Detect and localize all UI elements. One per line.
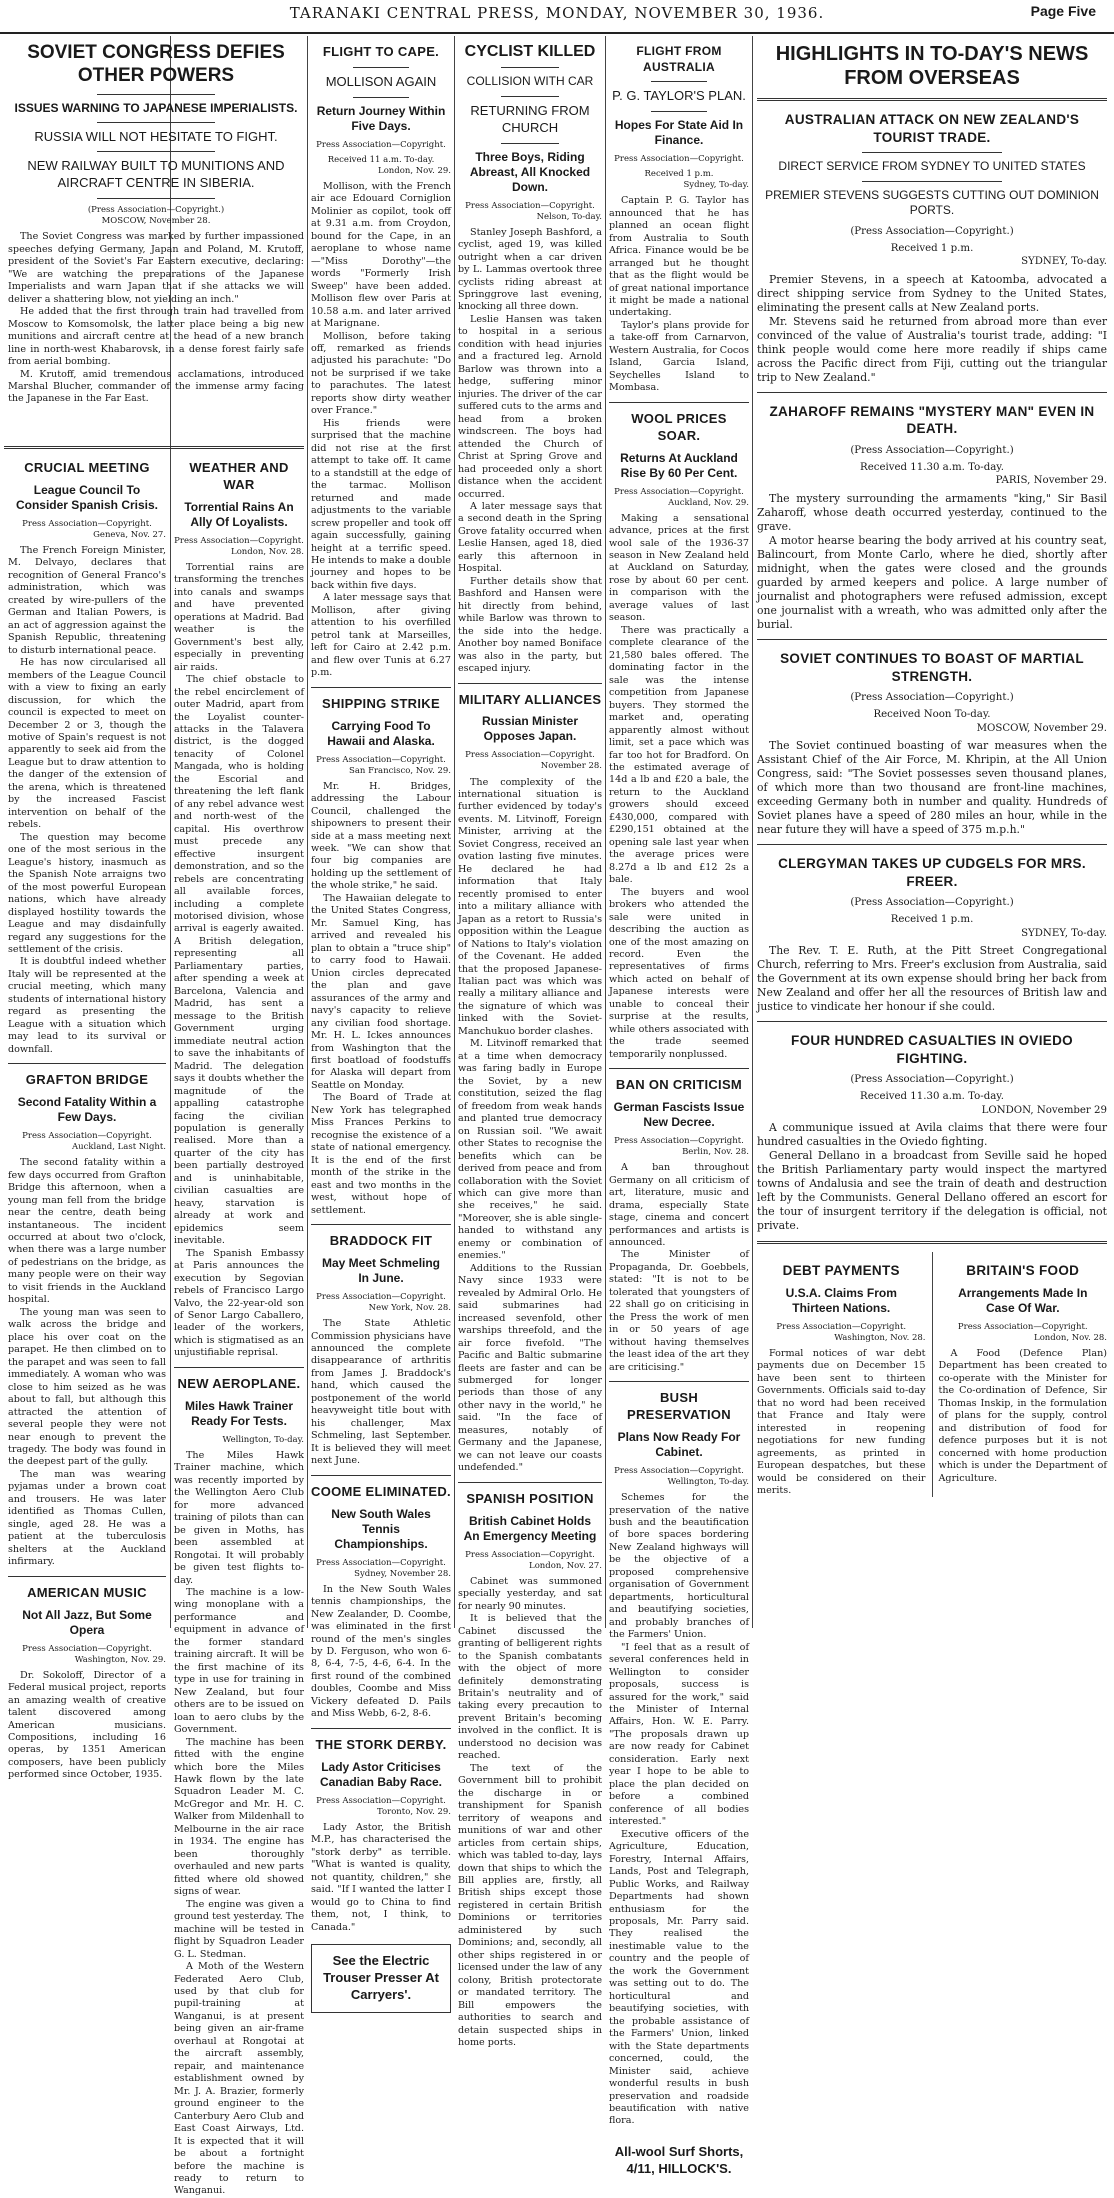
paragraph: Mr. Stevens said he returned from abroad more than ever convinced of the value of Australia's tourist trade, adding: "I think people would come here more readily if ships came across the Pacific direct from Fiji, cutting out the triangular trip to New Zealand." <box>757 314 1107 384</box>
byline: Press Association—Copyright. <box>22 1643 152 1654</box>
article-subhead: Lady Astor Criticises Canadian Baby Race. <box>319 1759 443 1789</box>
paragraph: Captain P. G. Taylor has announced that he has planned an ocean flight from Australia to South Africa. Finance would be be arranged but he thought that as the flight would be of great national importance it might be made a national undertaking. <box>609 195 749 319</box>
paragraph: M. Krutoff, amid tremendous acclamations, introduced Marshal Blucher, commander of the immense army facing the Japanese in the Far East. <box>8 368 304 405</box>
received-time: Received 11.30 a.m. To-day. <box>860 1091 1004 1103</box>
article-deck: COLLISION WITH CAR <box>466 74 594 89</box>
article-headline: BAN ON CRITICISM <box>615 1077 743 1093</box>
article-headline: FOUR HUNDRED CASUALTIES IN OVIEDO FIGHTING. <box>791 1033 1073 1066</box>
paragraph: Cabinet was summoned specially yesterday, and sat for nearly 90 minutes. <box>458 1575 602 1612</box>
article-headline: AMERICAN MUSIC <box>27 1584 147 1600</box>
dateline: Sydney, To-day. <box>683 180 749 191</box>
column-6-overseas <box>757 36 1107 1628</box>
page-number: Page Five <box>1030 3 1096 19</box>
paragraph: His friends were surprised that the machine did not rise at the first attempt to take off. It came to a standstill at the edge of the tarmac. Mollison returned and made adjustments to the variable screw propeller and took off again successfully, gaining height at a terrific speed. He intends to make a double journey and hopes to be back within five days. <box>311 417 451 591</box>
column-rule <box>454 36 455 1628</box>
paragraph: The Board of Trade at New York has telegraphed Miss Frances Perkins to recognise the existence of a state of national emergency. It is the end of the first month of the strike in the east and two months in the west, without hope of settlement. <box>311 1092 451 1216</box>
article-headline: CYCLIST KILLED <box>464 43 596 60</box>
paragraph: A motor hearse bearing the body arrived at his country seat, Balincourt, from Monte Carlo, where he died, shortly after midnight, when the gates were closed and the grounds guarded by armed keepers and police. A large number of journalist and photographers were refused admission, except one journalist with a wreath, who was admitted only after the burial. <box>757 533 1107 631</box>
paragraph: The second fatality within a few days occurred from Grafton Bridge this afternoon, when a young man fell from the bridge near the centre, death being instantaneous. The incident occurred at about two o'clock, when there was a large number of pedestrians on the bridge, as many people were on their way to visit friends in the Auckland hospital. <box>8 1157 166 1306</box>
byline: Press Association—Copyright. <box>614 154 744 165</box>
dateline: Washington, Nov. 28. <box>834 1332 926 1343</box>
dateline: PARIS, November 29. <box>995 475 1107 487</box>
dateline: Nelson, To-day. <box>536 211 602 222</box>
column-rule <box>605 36 606 1628</box>
article-headline: BRADDOCK FIT <box>329 1233 433 1249</box>
article-headline: FLIGHT FROM AUSTRALIA <box>636 44 722 74</box>
article-headline: SOVIET CONTINUES TO BOAST OF MARTIAL STRENGTH. <box>780 651 1084 684</box>
paragraph: It is believed that the Cabinet discussed the granting of belligerent rights to the Spanish combatants with the object of more definitely demonstrating Britain's neutrality and of taking every precaution to prevent Britain's becoming involved in the conflict. It is understood no decision was reached. <box>458 1613 602 1762</box>
lead-story-soviet <box>8 36 304 444</box>
article-headline: SHIPPING STRIKE <box>322 695 440 711</box>
article-body <box>8 1670 166 1782</box>
paragraph: It is doubtful indeed whether Italy will be represented at the crucial meeting, which many students of international history regard as presenting the League with a situation which may lead to its survival or downfall. <box>8 956 166 1055</box>
paragraph: There was practically a complete clearance of the 21,580 bales offered. The dominating factor in the sale was the intense competition from Japanese buyers. They stormed the market and, operating apparently almost without limit, set a pace which was far too hot for Bradford. On the estimated average of 14d a lb and £20 a bale, the return to the Auckland growers should exceed £430,000, compared with £290,151 obtained at the opening sale last year when the average prices were 8.27d a lb and £12 2s a bale. <box>609 624 749 886</box>
dateline: November 28. <box>540 761 602 772</box>
column-rule <box>307 36 308 1628</box>
column-4 <box>458 36 602 2049</box>
article-headline: NEW AEROPLANE. <box>177 1375 301 1391</box>
article-body <box>609 513 749 1062</box>
article-headline: WOOL PRICES SOAR. <box>631 410 727 443</box>
lead-deck: NEW RAILWAY BUILT TO MUNITIONS AND AIRCRAFT CENTRE IN SIBERIA. <box>27 158 285 191</box>
article-subhead: German Fascists Issue New Decree. <box>613 1100 745 1130</box>
paragraph: Formal notices of war debt payments due on December 15 have been sent to thirteen Governments. Officials said to-day that no word had been received that France and Italy were interested in reopening negotiations for new funding agreements, as printed in European despatches, but these would be considered on their merits. <box>757 1347 926 1496</box>
dateline: Berlin, Nov. 28. <box>682 1147 749 1158</box>
column-2 <box>174 452 304 2197</box>
column-5 <box>609 36 749 2176</box>
dateline: London, Nov. 29. <box>378 165 451 176</box>
byline: Press Association—Copyright. <box>776 1321 907 1332</box>
article-subhead: Russian Minister Opposes Japan. <box>481 714 579 744</box>
paragraph: The man was wearing pyjamas under a brown coat and trousers. He was later identified as Thomas Cullen, single, aged 28. He was a patient at the tuberculosis shelters at the Auckland infirmary. <box>8 1468 166 1568</box>
article-headline: BRITAIN'S FOOD <box>966 1263 1080 1279</box>
received-time: Received 1 p.m. <box>644 169 714 180</box>
article-body <box>609 1162 749 1374</box>
paragraph: A Moth of the Western Federated Aero Club, used by that club for pupil-training at Wanganui, is at present being given an air-frame overhaul at Rongotai at the aircraft assembly, repair, and maintenance establishment owned by Mr. J. A. Brazier, formerly ground engineer to the Canterbury Aero Club and East Coast Airways, Ltd. It is expected that it will be about a fortnight before the machine is ready to return to Wanganui. <box>174 1961 304 2197</box>
dateline: London, Nov. 27. <box>529 1560 602 1571</box>
paragraph: The Soviet continued boasting of war measures when the Assistant Chief of the Air Force, M. Khripin, at the All Union Congress, said: "The Soviet possesses seven thousand planes, of which more than two thousand are front-line machines, exceeding Germany both in number and quality. Hundreds of Soviet planes have a speed of 280 miles an hour, while in the near future they will have a speed of 375 m.p.h." <box>757 738 1107 837</box>
masthead-title: TARANAKI CENTRAL PRESS, MONDAY, NOVEMBER 30, 1936. <box>289 4 825 22</box>
paragraph: A later message says that Mollison, after giving attention to his overfilled petrol tank at Marseilles, left for Cairo at 2.42 p.m. and flew over Tunis at 6.27 p.m. <box>311 592 451 679</box>
paragraph: A later message says that a second death in the Spring Grove fatality occurred when Leslie Hansen, aged 18, died early this afternoon in Hospital. <box>458 500 602 575</box>
paragraph: Stanley Joseph Bashford, a cyclist, aged 19, was killed outright when a car driven by L. Lammas overtook three cyclists riding abreast at Springgrove last evening, knocking all three down. <box>458 226 602 313</box>
dateline: MOSCOW, November 28. <box>101 216 211 227</box>
paragraph: The question may become one of the most serious in the League's history, inasmuch as the Spanish Note arraigns two of the most powerful European nations, which have already displayed hostility towards the League and may disdainfully regard any suggestions for the settlement of the crisis. <box>8 831 166 955</box>
article-subhead: Arrangements Made In Case Of War. <box>958 1285 1088 1315</box>
paragraph: The engine was given a ground test yesterday. The machine will be tested in flight by Squadron Leader G. L. Stedman. <box>174 1898 304 1960</box>
byline: Press Association—Copyright. <box>465 750 595 761</box>
byline: Press Association—Copyright. <box>465 1549 595 1560</box>
article-subhead: League Council To Consider Spanish Crisis. <box>15 482 159 512</box>
paragraph: Mollison, with the French air ace Edouard Corniglion Molinier as copilot, took off at 9.31 a.m. from Croydon, bound for the Cape, in an aeroplane to whose name—"Miss Dorothy"—the words "Formerly Irish Sweep" have been added. Mollison flew over Paris at 10.58 a.m. and later arrived at Marignane. <box>311 180 451 330</box>
paragraph: General Dellano in a broadcast from Seville said he hoped the British Parliamentary party would inspect the martyred towns of Andalusia and see the train of death and destruction left by the Communists. General Dellano offered an escort for the tour of insurgent territory if the delegation is official, not private. <box>757 1149 1107 1233</box>
paragraph: A communique issued at Avila claims that there were four hundred casualties in the Oviedo fighting. <box>757 1120 1107 1148</box>
food-story <box>933 1252 1108 1497</box>
article-headline: CRUCIAL MEETING <box>24 460 150 475</box>
paragraph: Executive officers of the Agriculture, Education, Forestry, Internal Affairs, Lands, Post and Telegraph, Public Works, and Railway Departments had shown enthusiasm for the proposals, Mr. Parry said. They realised the inestimable value to the country and the people of the work the Government was setting out to do. The horticultural and beautifying societies, with the probable assistance of the Farmers' Union, linked with the State departments concerned, could, the Minister said, achieve wonderful results in bush preservation and roadside beautification with native flora. <box>609 1828 749 2127</box>
paragraph: In the New South Wales tennis championships, the New Zealander, D. Coombe, was eliminated in the first round of the men's singles by D. Ferguson, who won 6-8, 6-4, 7-5, 4-6, 6-4. In the first round of the combined doubles, Coombe and Miss Vickery defeated D. Pails and Miss Webb, 6-2, 8-6. <box>311 1583 451 1720</box>
paragraph: The complexity of the international situation is further evidenced by today's events. M. Litvinoff, Foreign Minister, arriving at the Soviet Congress, received an ovation lasting five minutes. He declared he had information that Italy recently promised to enter into a military alliance with Japan as a retort to Russia's opposition within the League of Nations to Italy's violation of the Covenant. He added that the proposed Japanese-Italian pact was which was really a military alliance and the signature of which was linked with the Soviet-Manchukuo border clashes. <box>458 776 602 1037</box>
byline: (Press Association—Copyright.) <box>87 205 225 216</box>
paragraph: He added that the first through train had travelled from Moscow to Komsomolsk, the latter place being a big new munitions and aircraft centre at the head of a new branch line in north-west Khabarovsk, in a dense forest fairly safe from aerial bombing. <box>8 306 304 368</box>
dateline: New York, Nov. 28. <box>368 1303 451 1313</box>
paragraph: Schemes for the preservation of the native bush and the beautification of bore spaces bordering New Zealand highways will be the objective of a proposed comprehensive organisation of Government departments, horticultural and beautifying societies, and probably branches of the Farmers' Union. <box>609 1492 749 1641</box>
dateline: Auckland, Nov. 29. <box>668 497 749 508</box>
article-body <box>8 1157 166 1568</box>
paragraph: Taylor's plans provide for a take-off from Carnarvon, Western Australia, for Cocos Island, Garcia Island, Seychelles Island to Mombasa. <box>609 319 749 394</box>
article-deck: MOLLISON AGAIN <box>325 73 437 89</box>
paragraph: The chief obstacle to the rebel encirclement of outer Madrid, apart from the Loyalist counter-attacks in the Talavera district, is the dogged tenacity of Colonel Mangada, who is holding the Escorial and threatening the left flank of any rebel advance west and north-west of the capital. His overthrow must precede any effective insurgent demonstration, and so the rebels are concentrating all available forces, including a complete motorised division, whose arrival is eagerly awaited. A British delegation, representing all Parliamentary parties, after spending a week at Barcelona, Valencia and Madrid, has sent a message to the British Government urging immediate neutral action to save the inhabitants of Madrid. The delegation says it doubts whether the magnitude of the appalling catastrophe facing the civilian population is generally realised. More than a quarter of the city has been partially destroyed and is uninhabitable, civilian casualties are heavy, starvation is already at work and epidemics seem inevitable. <box>174 674 304 1247</box>
article-subhead: Not All Jazz, But Some Opera <box>22 1607 152 1637</box>
byline: Press Association—Copyright. <box>22 518 152 529</box>
dateline: Geneva, Nov. 27. <box>93 529 166 540</box>
dateline: Wellington, To-day. <box>667 1477 749 1487</box>
paragraph: "I feel that as a result of several conferences held in Wellington to consider proposals, success is assured for the work," said the Minister of Internal Affairs, Hon. W. E. Parry. "The proposals drawn up are now ready for Cabinet consideration. Early next year I hope to be able to place the plan decided on before a combined conference of all bodies interested." <box>609 1641 749 1828</box>
paragraph: The French Foreign Minister, M. Delvayo, declares that recognition of General Franco's administration, which was created by wire-pullers of the German and Italian Powers, is an act of aggression against the Spanish Republic, threatening to disturb international peace. <box>8 544 166 656</box>
paragraph: He has now circularised all members of the League Council with a view to fixing an early discussion, for which the council is expected to meet on December 2 or 3, though the motive of Spain's request is not apparently to seek aid from the League but to draw attention to the danger of the extension of the arena, which is threatened by the increased Fascist intervention on behalf of the rebels. <box>8 657 166 831</box>
article-subhead: Returns At Auckland Rise By 60 Per Cent. <box>620 450 738 480</box>
received-time: Received 11 a.m. To-day. <box>327 154 435 165</box>
article-body <box>458 227 602 676</box>
article-subhead: May Meet Schmeling In June. <box>321 1255 441 1285</box>
byline: (Press Association—Copyright.) <box>850 444 1014 456</box>
dateline: Washington, Nov. 29. <box>74 1654 166 1665</box>
dateline: Auckland, Last Night. <box>71 1142 166 1153</box>
article-headline: AUSTRALIAN ATTACK ON NEW ZEALAND'S TOURIST TRADE. <box>784 112 1080 145</box>
article-body <box>8 545 166 1056</box>
column-3 <box>311 36 451 2002</box>
paragraph: A Food (Defence Plan) Department has been created to co-operate with the Minister for the Co-ordination of Defence, Sir Thomas Inskip, in the formulation of plans for the supply, control and distribution of food for defence purposes but it is not concerned with home production which is under the Department of Agriculture. <box>938 1347 1107 1484</box>
paragraph: The Soviet Congress was marked by further impassioned speeches defying Germany, Japan and Poland, M. Krutoff, president of the Soviet's Far Eastern executive, declaring: "We are watching the preparations of the Japanese Imperialists and warn Japan that if she attacks we will deliver a shattering blow, not yielding an inch." <box>8 231 304 305</box>
article-body <box>311 781 451 1217</box>
debt-story <box>757 1252 933 1497</box>
article-body <box>174 1450 304 2198</box>
article-body <box>174 562 304 1360</box>
byline: (Press Association—Copyright.) <box>850 225 1014 237</box>
article-body <box>311 1584 451 1721</box>
paragraph: Mr. H. Bridges, addressing the Labour Council, challenged the shipowners to present their side at a mass meeting next week. "We can show that four big companies are holding up the settlement of the whole strike," he said. <box>311 780 451 892</box>
lead-deck: ISSUES WARNING TO JAPANESE IMPERIALISTS. <box>14 100 298 115</box>
article-deck: DIRECT SERVICE FROM SYDNEY TO UNITED STATES <box>778 159 1086 174</box>
paragraph: The young man was seen to walk across the bridge and place his over coat on the parapet. He then climbed on to the parapet and was seen to fall immediately. A woman who was close to him seized as he was about to fall, but although this attracted the attention of several people they were not near enough to prevent the tragedy. The body was found in the deepest part of the gully. <box>8 1306 166 1468</box>
received-time: Received 11.30 a.m. To-day. <box>860 462 1004 474</box>
dateline: LONDON, November 29 <box>981 1104 1107 1116</box>
article-deck: PREMIER STEVENS SUGGESTS CUTTING OUT DOMINION PORTS. <box>765 187 1099 218</box>
byline: (Press Association—Copyright.) <box>850 1074 1014 1086</box>
article-subhead: New South Wales Tennis Championships. <box>331 1506 431 1551</box>
article-body <box>757 1121 1107 1233</box>
article-body <box>458 777 602 1475</box>
article-headline: CLERGYMAN TAKES UP CUDGELS FOR MRS. FREER. <box>778 856 1086 889</box>
article-body <box>757 944 1107 1014</box>
article-body <box>757 739 1107 837</box>
paragraph: The State Athletic Commission physicians have announced the complete disappearance of arthritis from James J. Braddock's hand, which caused the postponement of the world heavyweight title bout with his challenger, Max Schmeling, last September. It is believed they will meet next June. <box>311 1318 451 1467</box>
masthead <box>0 0 1114 34</box>
article-headline: SPANISH POSITION <box>466 1490 594 1506</box>
received-time: Received Noon To-day. <box>873 709 991 721</box>
paragraph: The Minister of Propaganda, Dr. Goebbels, stated: "It is not to be tolerated that youngsters of 22 shall go on criticising in the Press the work of men in or 50 years of age without having themselves the least idea of the art they are criticising." <box>609 1249 749 1373</box>
byline: Press Association—Copyright. <box>465 200 595 211</box>
byline: Press Association—Copyright. <box>22 1131 152 1142</box>
article-headline: ZAHAROFF REMAINS "MYSTERY MAN" EVEN IN DEATH. <box>769 403 1095 437</box>
article-headline: FLIGHT TO CAPE. <box>322 44 440 59</box>
lead-headline: SOVIET CONGRESS DEFIES OTHER POWERS <box>27 42 285 86</box>
dateline: SYDNEY, To-day. <box>1021 927 1107 939</box>
article-headline: GRAFTON BRIDGE <box>25 1072 149 1088</box>
column-1 <box>8 452 166 1781</box>
article-body <box>311 1318 451 1468</box>
article-subhead: U.S.A. Claims From Thirteen Nations. <box>785 1285 897 1315</box>
paragraph: M. Litvinoff remarked that at a time when democracy was faring badly in Europe the Soviet, by a new constitution, seized the flag of freedom from weak hands and planted true democracy on Russian soil. "We await other States to recognise the benefits which can be derived from peace and from collaboration with the Soviet which can give more than she receives," he said. "Moreover, she is able single-handed to withstand any enemy or combination of enemies." <box>458 1038 602 1262</box>
paragraph: Dr. Sokoloff, Director of a Federal musical project, reports an amazing wealth of creative talent discovered among American musicians. Compositions, including 16 operas, by 1351 American composers, have been publicly performed since October, 1935. <box>8 1669 166 1781</box>
byline: Press Association—Copyright. <box>174 535 304 546</box>
advertisement: See the Electric Trouser Presser At Carryers'. <box>311 1944 451 2013</box>
paragraph: The mystery surrounding the armaments "king," Sir Basil Zaharoff, whose death occurred yesterday, continued to the grave. <box>757 491 1107 533</box>
advertisement: All-wool Surf Shorts, 4/11, HILLOCK'S. <box>614 2143 744 2176</box>
article-deck: P. G. TAYLOR'S PLAN. <box>612 88 746 104</box>
byline: (Press Association—Copyright.) <box>850 692 1014 704</box>
section-headline: HIGHLIGHTS IN TO-DAY'S NEWS FROM OVERSEAS <box>775 43 1089 89</box>
byline: Press Association—Copyright. <box>316 139 446 150</box>
article-headline: WEATHER AND WAR <box>189 460 289 492</box>
article-headline: DEBT PAYMENTS <box>782 1263 900 1279</box>
paragraph: The buyers and wool brokers who attended the sale were united in describing the auction as one of the most amazing on record. Even the representatives of firms which acted on behalf of Japanese interests were unable to conceal their surprise at the results, while others associated with the trade seemed temporarily nonplussed. <box>609 886 749 1060</box>
article-subhead: Second Fatality Within a Few Days. <box>17 1095 157 1125</box>
article-subhead: Carrying Food To Hawaii and Alaska. <box>327 718 435 748</box>
article-headline: MILITARY ALLIANCES <box>458 691 602 707</box>
byline: Press Association—Copyright. <box>614 1465 744 1476</box>
byline: Press Association—Copyright. <box>957 1321 1088 1332</box>
byline: Press Association—Copyright. <box>316 1557 446 1568</box>
byline: Press Association—Copyright. <box>614 1136 744 1147</box>
byline: Press Association—Copyright. <box>316 1795 446 1806</box>
dateline: London, Nov. 28. <box>1034 1332 1107 1343</box>
paragraph: Additions to the Russian Navy since 1933 were revealed by Admiral Orlo. He said submarines had increased sevenfold, other warships threefold, and the air force fivefold. "The Pacific and Baltic submarine fleets are faster and can be submerged for longer periods than those of any other navy in the world," he said. "In the face of measures, notably of Germany and the Japanese, we can not leave our coasts undefended." <box>458 1262 602 1474</box>
article-headline: BUSH PRESERVATION <box>626 1390 731 1423</box>
bottom-split <box>757 1252 1107 1497</box>
article-subhead: Hopes For State Aid In Finance. <box>614 118 744 148</box>
received-time: Received 1 p.m. <box>890 243 974 255</box>
article-body <box>311 1822 451 1934</box>
paragraph: Lady Astor, the British M.P., has characterised the "stork derby" as terrible. "What is wanted is quality, not quantity, children," she said. "If I wanted the latter I would go to China to find them, not, I think, to Canada." <box>311 1821 451 1933</box>
paragraph: The Spanish Embassy at Paris announces the execution by Segovian rebels of Francisco Largo Valvo, the 22-year-old son of Senor Largo Caballero, leader of the workers, which is stigmatised as an unjustifiable reprisal. <box>174 1247 304 1359</box>
paragraph: Making a sensational advance, prices at the first wool sale of the 1936-37 season in New Zealand held at Auckland on Saturday, rose by about 60 per cent. in comparison with the average values of last season. <box>609 512 749 624</box>
paragraph: Mollison, before taking off, remarked as friends adjusted his parachute: "Do not be surprised if we take to parachutes. The latest reports show dirty weather over France." <box>311 330 451 417</box>
article-headline: THE STORK DERBY. <box>315 1736 447 1752</box>
byline: Press Association—Copyright. <box>316 754 446 765</box>
paragraph: The machine has been fitted with the engine which bore the Miles Hawk flown by the late Squadron Leader M. C. McGregor and Mr. H. C. Walker from Mildenhall to Melbourne in the air race in 1934. The engine has been thoroughly overhauled and new parts fitted where old showed signs of wear. <box>174 1736 304 1898</box>
dateline: Toronto, Nov. 29. <box>377 1806 451 1817</box>
paragraph: The Rev. T. E. Ruth, at the Pitt Street Congregational Church, referring to Mrs. Freer's exclusion from Australia, said the Government at its own expense should bring her back from New Zealand and offer her all the resources of British law and justice to vindicate her honour if she could. <box>757 943 1107 1014</box>
article-body <box>311 181 451 680</box>
paragraph: Further details show that Bashford and Hansen were hit directly from behind, while Barlow was thrown to the side into the hedge. Another boy named Boniface was also in the party, but escaped injury. <box>458 575 602 675</box>
lead-deck: RUSSIA WILL NOT HESITATE TO FIGHT. <box>34 128 278 144</box>
paragraph: Leslie Hansen was taken to hospital in a serious condition with head injuries and a fractured leg. Arnold Barlow was thrown into a hedge, suffering minor injuries. The driver of the car suffered cuts to the arms and head from a broken windscreen. The boys had attended the Church of Christ at Spring Grove and had proceeded only a short distance when the accident occurred. <box>458 313 602 500</box>
dateline: San Francisco, Nov. 29. <box>349 765 451 776</box>
paragraph: The machine is a low-wing monoplane with a performance and equipment in advance of the former standard training aircraft. It will be the first machine of its type in use for training in New Zealand, but four others are to be issued on loan to aero clubs by the Government. <box>174 1586 304 1736</box>
byline: (Press Association—Copyright.) <box>850 897 1014 909</box>
article-body <box>939 1348 1108 1485</box>
article-body <box>757 492 1107 632</box>
article-body <box>609 1492 749 2128</box>
article-body <box>8 231 304 406</box>
received-time: Received 1 p.m. <box>890 914 974 926</box>
byline: Press Association—Copyright. <box>614 486 744 497</box>
paragraph: Torrential rains are transforming the trenches into canals and swamps and have prevented operations at Madrid. Bad weather is the Government's best ally, especially in preventing air raids. <box>174 561 304 673</box>
dateline: Sydney, November 28. <box>354 1568 451 1579</box>
article-headline: COOME ELIMINATED. <box>311 1483 451 1499</box>
article-subhead: Miles Hawk Trainer Ready For Tests. <box>184 1398 294 1428</box>
section-divider <box>4 446 304 449</box>
paragraph: The text of the Government bill to prohibit the discharge in or transhipment for Spanish territory of weapons and munitions of war and other articles from certain ships, which was tabled to-day, lays down that ships to which the Bill applies are, firstly, all British ships except those registered in certain British Dominions or territories administered by such Dominions; and, secondly, all other ships registered in or licensed under the law of any colony, British protectorate or mandated territory. The Bill empowers the authorities to search and detain suspected ships in home ports. <box>458 1762 602 2049</box>
dateline: Wellington, To-day. <box>222 1434 304 1445</box>
article-body <box>757 1348 926 1498</box>
article-subhead: Return Journey Within Five Days. <box>316 103 446 133</box>
article-body <box>757 273 1107 385</box>
article-body <box>609 195 749 395</box>
article-subhead: British Cabinet Holds An Emergency Meeting <box>463 1513 597 1543</box>
paragraph: Premier Stevens, in a speech at Katoomba, advocated a direct shipping service from Sydney to the United States, eliminating the present calls at New Zealand ports. <box>757 272 1107 314</box>
paragraph: The Hawaiian delegate to the United States Congress, Mr. Samuel King, has arrived and revealed his plan to obtain a "truce ship" to carry food to Hawaii. Union circles deprecated the plan and gave assurances of the army and navy's capacity to relieve any civilian food shortage. Mr. H. L. Ickes announces from Washington that the first boatload of foodstuffs for Alaska will depart from Seattle on Monday. <box>311 892 451 1091</box>
paragraph: A ban throughout Germany on all criticism of art, literature, music and drama, especially State stage, cinema and concert performances and artists is announced. <box>609 1162 749 1249</box>
byline: Press Association—Copyright. <box>316 1291 446 1302</box>
article-subhead: Torrential Rains An Ally Of Loyalists. <box>184 499 294 529</box>
article-body <box>458 1576 602 2050</box>
article-subhead: Plans Now Ready For Cabinet. <box>617 1429 741 1459</box>
column-rule <box>752 36 753 1628</box>
article-subhead: Three Boys, Riding Abreast, All Knocked Down. <box>469 149 591 194</box>
dateline: MOSCOW, November 29. <box>976 722 1107 734</box>
paragraph: The Miles Hawk Trainer machine, which was recently imported by the Wellington Aero Club for more advanced training of pilots than can be given in Moths, has been assembled at Rongotai. It will probably be given test flights to-day. <box>174 1449 304 1586</box>
article-deck: RETURNING FROM CHURCH <box>470 102 590 135</box>
dateline: London, Nov. 28. <box>231 546 304 557</box>
dateline: SYDNEY, To-day. <box>1021 256 1107 268</box>
